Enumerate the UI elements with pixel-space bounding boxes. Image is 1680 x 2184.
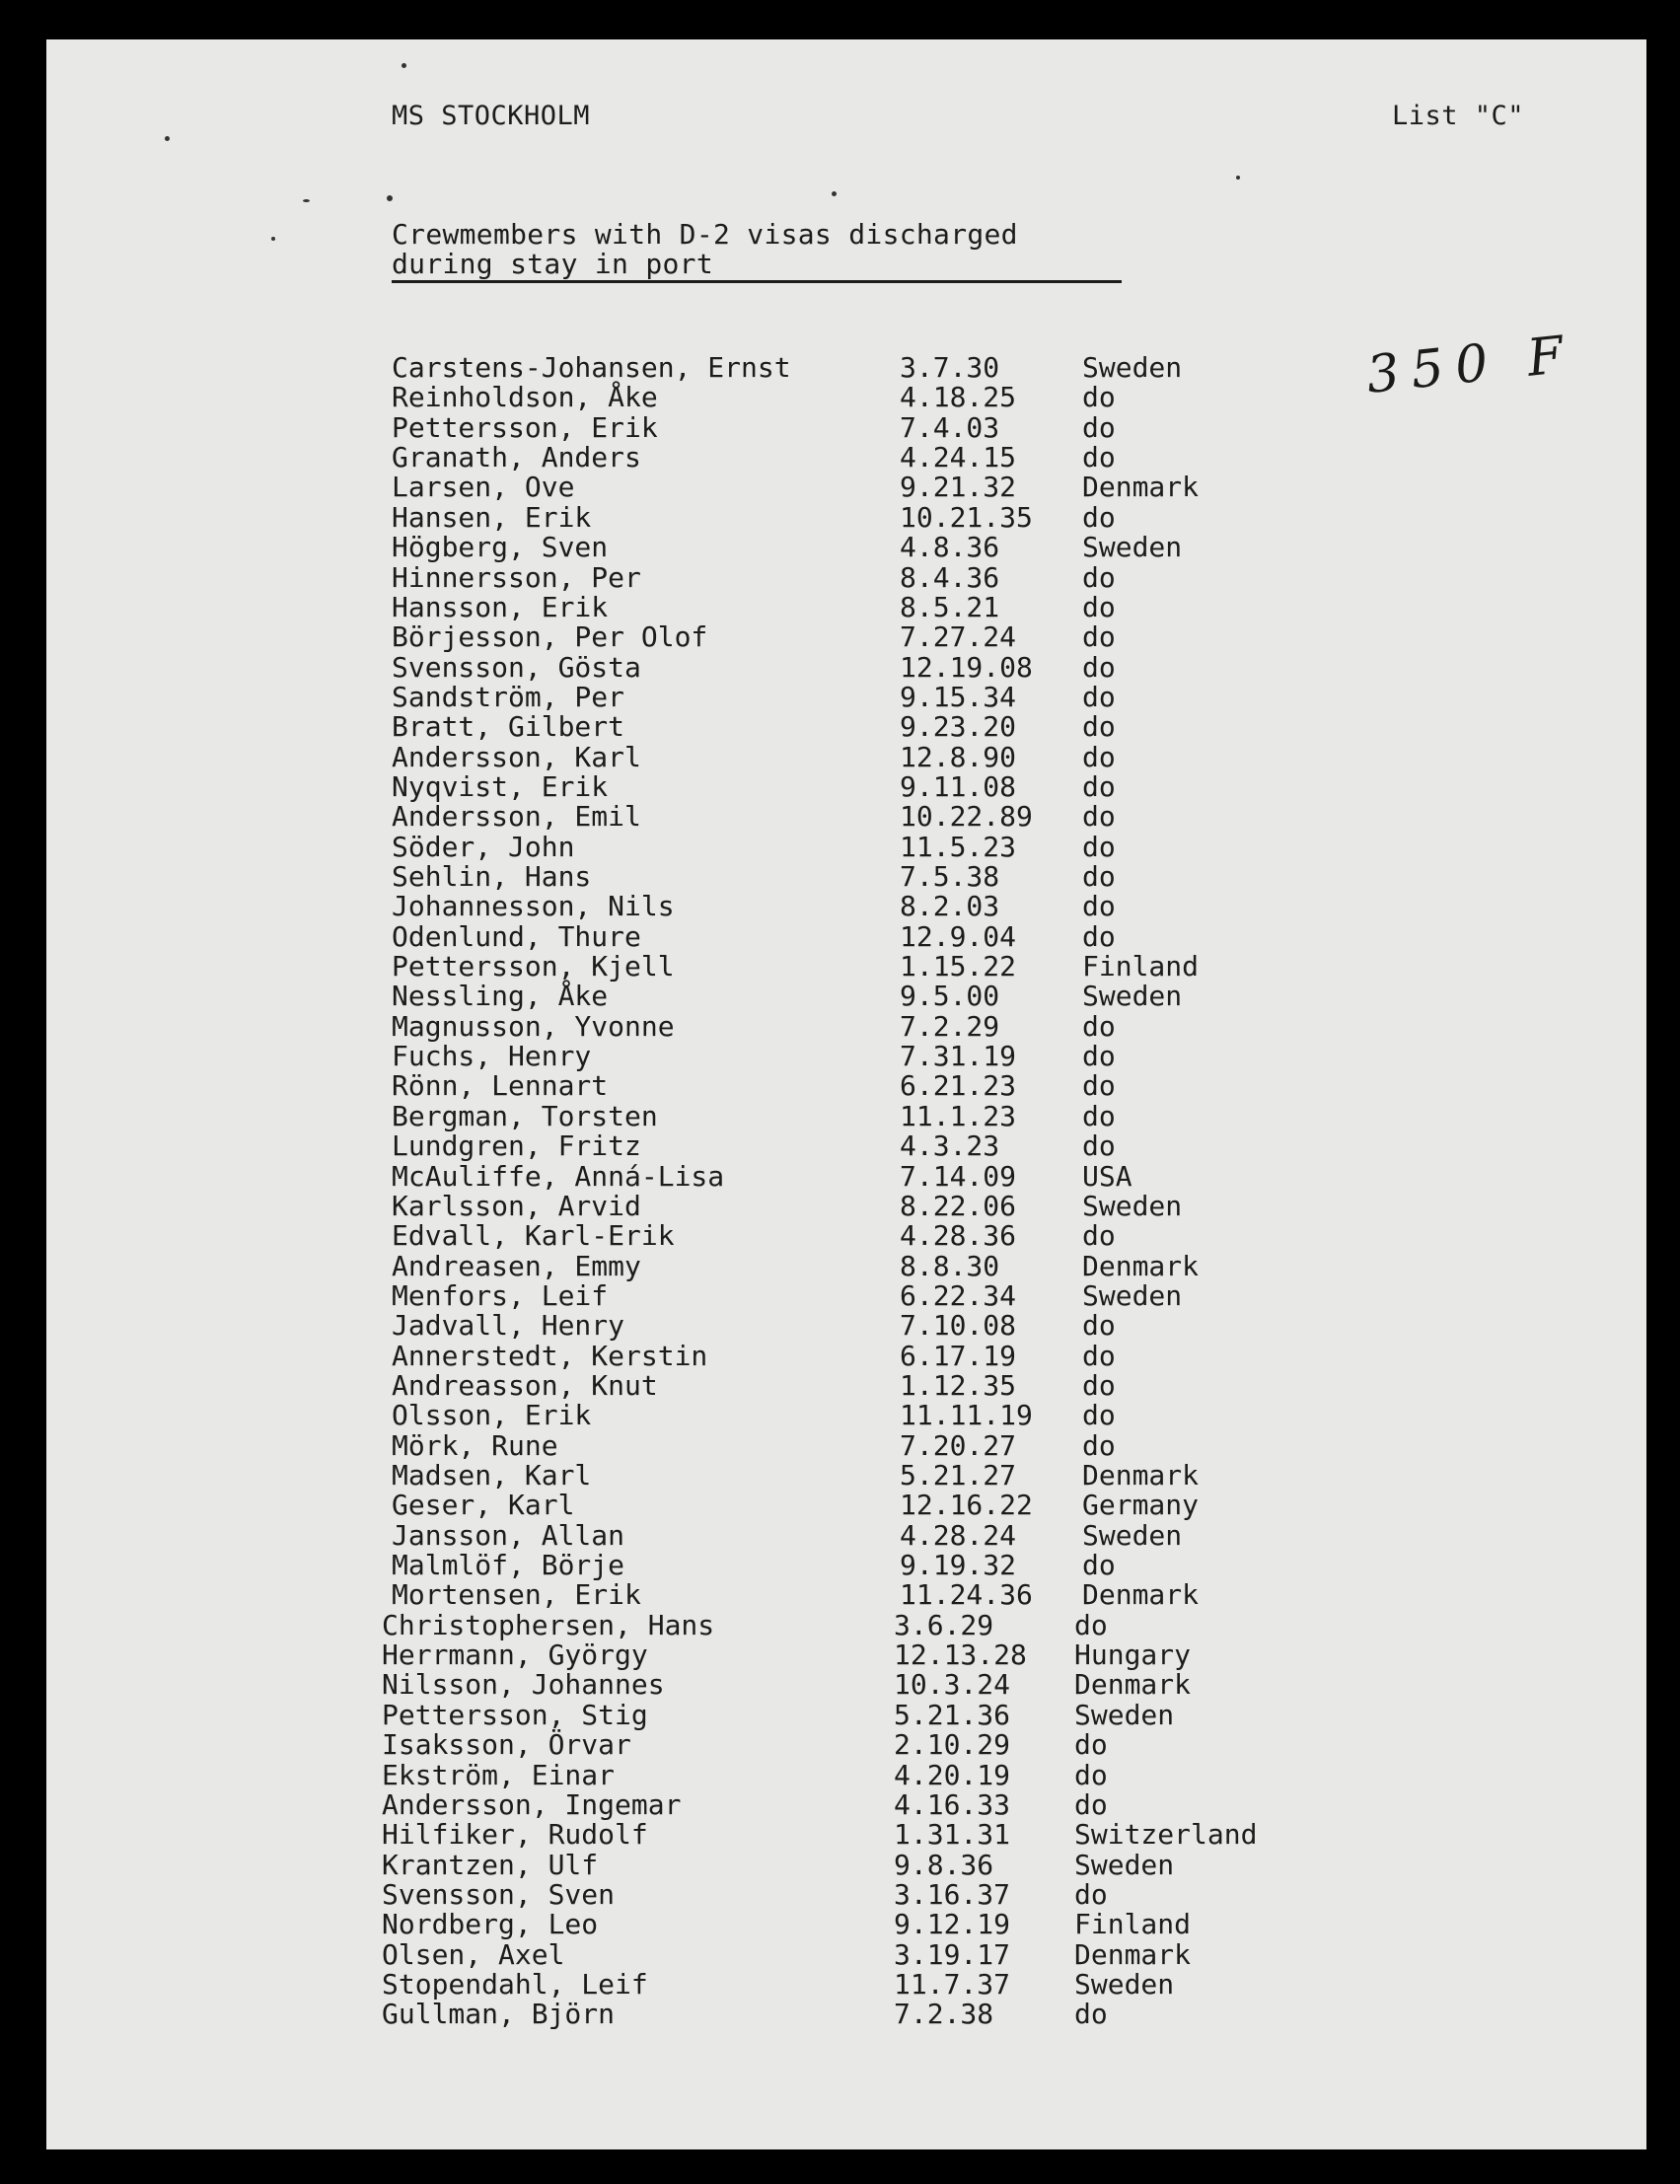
crew-country: do xyxy=(1082,1040,1116,1073)
crew-date: 8.5.21 xyxy=(900,590,1000,623)
crew-row xyxy=(46,952,1646,982)
crew-date: 9.5.00 xyxy=(900,980,1000,1013)
list-label: List "C" xyxy=(1391,101,1524,131)
crew-country: do xyxy=(1082,740,1116,773)
crew-date: 11.7.37 xyxy=(894,1967,1011,2001)
crew-country: Hungary xyxy=(1074,1638,1192,1671)
crew-date: 8.8.30 xyxy=(900,1249,1000,1282)
crew-country: Finland xyxy=(1082,950,1200,983)
crew-date: 7.31.19 xyxy=(900,1040,1017,1073)
crew-row xyxy=(46,1491,1646,1520)
crew-name: Bratt, Gilbert xyxy=(392,710,625,744)
crew-row xyxy=(46,473,1646,502)
crew-row xyxy=(46,1401,1646,1430)
crew-country: do xyxy=(1074,1877,1108,1911)
crew-name: Sandström, Per xyxy=(392,680,625,713)
crew-row xyxy=(46,1428,1646,1462)
crew-name: Bergman, Torsten xyxy=(392,1099,658,1132)
crew-row xyxy=(46,590,1646,623)
crew-name: Menfors, Leif xyxy=(392,1278,609,1312)
crew-row xyxy=(46,1131,1646,1161)
crew-date: 7.14.09 xyxy=(900,1159,1017,1193)
crew-row xyxy=(46,1698,1646,1731)
crew-date: 6.21.23 xyxy=(900,1069,1017,1103)
crew-row xyxy=(46,769,1646,803)
crew-row xyxy=(46,1730,1646,1760)
crew-name: Hansen, Erik xyxy=(392,500,592,534)
crew-date: 6.17.19 xyxy=(900,1339,1017,1372)
crew-date: 4.3.23 xyxy=(900,1129,1000,1163)
crew-country: do xyxy=(1082,680,1116,713)
crew-name: Olsen, Axel xyxy=(382,1937,565,1971)
crew-name: Andersson, Emil xyxy=(392,800,641,834)
crew-country: Sweden xyxy=(1074,1967,1175,2001)
crew-country: do xyxy=(1082,1309,1116,1343)
crew-name: Magnusson, Yvonne xyxy=(392,1009,675,1043)
crew-row xyxy=(46,443,1646,473)
crew-date: 10.22.89 xyxy=(900,800,1033,834)
crew-name: Jansson, Allan xyxy=(392,1518,625,1552)
crew-country: do xyxy=(1082,1069,1116,1103)
crew-name: Reinholdson, Åke xyxy=(392,381,658,414)
crew-name: Söder, John xyxy=(392,830,575,863)
crew-country: USA xyxy=(1082,1159,1132,1193)
crew-name: Ekström, Einar xyxy=(382,1758,616,1791)
crew-country: do xyxy=(1082,500,1116,534)
crew-country: Denmark xyxy=(1074,1668,1192,1702)
crew-name: Nyqvist, Erik xyxy=(392,769,609,803)
crew-row xyxy=(46,712,1646,742)
crew-country: do xyxy=(1074,1728,1108,1762)
crew-name: Sehlin, Hans xyxy=(392,860,592,893)
crew-name: Larsen, Ove xyxy=(392,471,575,504)
crew-date: 8.2.03 xyxy=(900,890,1000,923)
crew-row xyxy=(46,740,1646,773)
crew-row xyxy=(46,1278,1646,1312)
crew-row xyxy=(46,1787,1646,1821)
crew-name: Hansson, Erik xyxy=(392,590,609,623)
crew-name: Malmlöf, Börje xyxy=(392,1549,625,1581)
crew-name: Isaksson, Örvar xyxy=(382,1728,631,1762)
crew-row xyxy=(46,1042,1646,1071)
crew-country: do xyxy=(1074,1608,1108,1641)
crew-date: 4.24.15 xyxy=(900,441,1017,474)
crew-date: 3.6.29 xyxy=(894,1608,994,1641)
crew-date: 12.8.90 xyxy=(900,740,1017,773)
crew-list xyxy=(46,39,1646,2149)
crew-row xyxy=(46,1071,1646,1101)
crew-name: Andersson, Ingemar xyxy=(382,1787,682,1821)
crew-name: Krantzen, Ulf xyxy=(382,1848,599,1881)
crew-row xyxy=(46,1159,1646,1193)
crew-country: do xyxy=(1074,1758,1108,1791)
crew-date: 7.20.27 xyxy=(900,1428,1017,1462)
crew-country: do xyxy=(1074,1998,1108,2031)
crew-country: do xyxy=(1082,860,1116,893)
crew-country: Sweden xyxy=(1082,1278,1183,1312)
crew-date: 3.19.17 xyxy=(894,1937,1011,1971)
crew-row xyxy=(46,1758,1646,1791)
crew-country: do xyxy=(1082,650,1116,684)
crew-name: Mortensen, Erik xyxy=(392,1578,641,1612)
crew-name: Hilfiker, Rudolf xyxy=(382,1818,648,1852)
crew-row xyxy=(46,830,1646,863)
crew-name: Madsen, Karl xyxy=(392,1459,592,1492)
crew-name: Christophersen, Hans xyxy=(382,1608,715,1641)
crew-country: do xyxy=(1082,560,1116,594)
crew-row xyxy=(46,680,1646,713)
crew-country: Denmark xyxy=(1082,471,1200,504)
crew-row xyxy=(46,1461,1646,1491)
crew-name: Johannesson, Nils xyxy=(392,890,675,923)
crew-name: Karlsson, Arvid xyxy=(392,1189,641,1222)
crew-name: Olsson, Erik xyxy=(392,1399,592,1432)
crew-name: Stopendahl, Leif xyxy=(382,1967,648,2001)
crew-row xyxy=(46,1848,1646,1881)
crew-country: do xyxy=(1074,1787,1108,1821)
crew-row xyxy=(46,533,1646,562)
crew-date: 9.19.32 xyxy=(900,1549,1017,1581)
crew-name: Jadvall, Henry xyxy=(392,1309,625,1343)
crew-name: Gullman, Björn xyxy=(382,1998,616,2031)
crew-name: Pettersson, Erik xyxy=(392,410,658,444)
crew-date: 1.15.22 xyxy=(900,950,1017,983)
crew-name: Annerstedt, Kerstin xyxy=(392,1339,708,1372)
crew-row xyxy=(46,1670,1646,1700)
crew-country: do xyxy=(1082,710,1116,744)
crew-name: Andreasen, Emmy xyxy=(392,1249,641,1282)
crew-country: do xyxy=(1082,1549,1116,1581)
crew-row xyxy=(46,410,1646,444)
crew-country: do xyxy=(1082,830,1116,863)
crew-date: 10.3.24 xyxy=(894,1668,1011,1702)
crew-name: Pettersson, Kjell xyxy=(392,950,675,983)
crew-date: 9.23.20 xyxy=(900,710,1017,744)
crew-name: Granath, Anders xyxy=(392,441,641,474)
crew-date: 4.20.19 xyxy=(894,1758,1011,1791)
crew-name: Nordberg, Leo xyxy=(382,1908,599,1941)
crew-country: do xyxy=(1082,890,1116,923)
crew-country: do xyxy=(1082,1009,1116,1043)
crew-country: do xyxy=(1082,800,1116,834)
crew-country: Sweden xyxy=(1082,1189,1183,1222)
crew-country: Finland xyxy=(1074,1908,1192,1941)
crew-row xyxy=(46,1311,1646,1341)
crew-date: 11.11.19 xyxy=(900,1399,1033,1432)
crew-name: Edvall, Karl-Erik xyxy=(392,1219,675,1253)
crew-date: 2.10.29 xyxy=(894,1728,1011,1762)
crew-date: 9.12.19 xyxy=(894,1908,1011,1941)
crew-row xyxy=(46,1518,1646,1552)
crew-name: Andersson, Karl xyxy=(392,740,641,773)
crew-country: do xyxy=(1082,1428,1116,1462)
crew-name: Lundgren, Fritz xyxy=(392,1129,641,1163)
crew-date: 9.8.36 xyxy=(894,1848,994,1881)
crew-country: Sweden xyxy=(1074,1848,1175,1881)
crew-date: 6.22.34 xyxy=(900,1278,1017,1312)
crew-row xyxy=(46,1608,1646,1641)
crew-date: 4.28.36 xyxy=(900,1219,1017,1253)
crew-name: Mörk, Rune xyxy=(392,1428,558,1462)
crew-row xyxy=(46,353,1646,383)
crew-row xyxy=(46,1189,1646,1222)
crew-date: 8.4.36 xyxy=(900,560,1000,594)
crew-date: 4.8.36 xyxy=(900,531,1000,564)
crew-name: Svensson, Gösta xyxy=(392,650,641,684)
crew-name: Rönn, Lennart xyxy=(392,1069,609,1103)
crew-row xyxy=(46,1580,1646,1610)
crew-date: 11.24.36 xyxy=(900,1578,1033,1612)
crew-date: 9.21.32 xyxy=(900,471,1017,504)
crew-date: 5.21.27 xyxy=(900,1459,1017,1492)
crew-date: 4.16.33 xyxy=(894,1787,1011,1821)
crew-country: do xyxy=(1082,1219,1116,1253)
crew-name: Nilsson, Johannes xyxy=(382,1668,665,1702)
crew-country: Germany xyxy=(1082,1489,1200,1522)
crew-date: 7.10.08 xyxy=(900,1309,1017,1343)
crew-name: Nessling, Åke xyxy=(392,980,609,1013)
crew-date: 5.21.36 xyxy=(894,1698,1011,1731)
crew-name: McAuliffe, Anná-Lisa xyxy=(392,1159,725,1193)
crew-name: Andreasson, Knut xyxy=(392,1368,658,1402)
crew-country: do xyxy=(1082,1368,1116,1402)
crew-date: 1.31.31 xyxy=(894,1818,1011,1852)
crew-row xyxy=(46,892,1646,921)
crew-country: do xyxy=(1082,381,1116,414)
crew-name: Carstens-Johansen, Ernst xyxy=(392,351,791,384)
heading-line-1: Crewmembers with D-2 visas discharged xyxy=(392,218,1018,251)
crew-country: Denmark xyxy=(1082,1459,1200,1492)
crew-row xyxy=(46,1099,1646,1132)
crew-date: 7.2.38 xyxy=(894,1998,994,2031)
crew-date: 3.7.30 xyxy=(900,351,1000,384)
crew-row xyxy=(46,802,1646,832)
crew-row xyxy=(46,1221,1646,1251)
crew-country: Denmark xyxy=(1082,1578,1200,1612)
crew-row xyxy=(46,2000,1646,2029)
crew-row xyxy=(46,982,1646,1011)
crew-name: Herrmann, György xyxy=(382,1638,648,1671)
crew-date: 7.2.29 xyxy=(900,1009,1000,1043)
crew-name: Hinnersson, Per xyxy=(392,560,641,594)
crew-country: do xyxy=(1082,1399,1116,1432)
crew-country: do xyxy=(1082,620,1116,654)
crew-row xyxy=(46,1368,1646,1402)
crew-country: Sweden xyxy=(1082,1518,1183,1552)
crew-name: Pettersson, Stig xyxy=(382,1698,648,1731)
crew-date: 7.5.38 xyxy=(900,860,1000,893)
crew-name: Geser, Karl xyxy=(392,1489,575,1522)
crew-row xyxy=(46,650,1646,684)
crew-date: 8.22.06 xyxy=(900,1189,1017,1222)
crew-country: Sweden xyxy=(1082,980,1183,1013)
ship-name: MS STOCKHOLM xyxy=(392,101,591,131)
crew-country: do xyxy=(1082,1339,1116,1372)
crew-country: do xyxy=(1082,769,1116,803)
crew-country: Sweden xyxy=(1074,1698,1175,1731)
crew-country: do xyxy=(1082,410,1116,444)
crew-country: do xyxy=(1082,1099,1116,1132)
crew-name: Svensson, Sven xyxy=(382,1877,616,1911)
crew-country: do xyxy=(1082,1129,1116,1163)
crew-country: Sweden xyxy=(1082,531,1183,564)
crew-row xyxy=(46,560,1646,594)
crew-row xyxy=(46,862,1646,892)
crew-name: Börjesson, Per Olof xyxy=(392,620,708,654)
crew-date: 9.11.08 xyxy=(900,769,1017,803)
crew-date: 4.28.24 xyxy=(900,1518,1017,1552)
crew-date: 4.18.25 xyxy=(900,381,1017,414)
document-page xyxy=(46,39,1646,2149)
crew-date: 12.9.04 xyxy=(900,919,1017,953)
crew-row xyxy=(46,622,1646,652)
crew-name: Odenlund, Thure xyxy=(392,919,641,953)
heading-line-2: during stay in port xyxy=(392,248,713,280)
crew-row xyxy=(46,1877,1646,1911)
crew-date: 12.16.22 xyxy=(900,1489,1033,1522)
crew-row xyxy=(46,919,1646,953)
crew-row xyxy=(46,1551,1646,1580)
crew-row xyxy=(46,1249,1646,1282)
crew-name: Högberg, Sven xyxy=(392,531,609,564)
crew-row xyxy=(46,1640,1646,1670)
crew-date: 9.15.34 xyxy=(900,680,1017,713)
crew-date: 10.21.35 xyxy=(900,500,1033,534)
crew-country: Denmark xyxy=(1082,1249,1200,1282)
handwritten-note: 350 F xyxy=(1363,325,1578,405)
crew-row xyxy=(46,1967,1646,2001)
crew-country: do xyxy=(1082,441,1116,474)
crew-country: Switzerland xyxy=(1074,1818,1258,1852)
crew-date: 12.19.08 xyxy=(900,650,1033,684)
crew-date: 11.5.23 xyxy=(900,830,1017,863)
crew-country: do xyxy=(1082,590,1116,623)
crew-country: do xyxy=(1082,919,1116,953)
crew-row xyxy=(46,1937,1646,1971)
crew-name: Fuchs, Henry xyxy=(392,1040,592,1073)
crew-row xyxy=(46,500,1646,534)
crew-date: 3.16.37 xyxy=(894,1877,1011,1911)
crew-country: Denmark xyxy=(1074,1937,1192,1971)
crew-row xyxy=(46,1009,1646,1043)
crew-date: 7.4.03 xyxy=(900,410,1000,444)
crew-row xyxy=(46,1910,1646,1939)
crew-country: Sweden xyxy=(1082,351,1183,384)
crew-row xyxy=(46,1339,1646,1372)
crew-date: 11.1.23 xyxy=(900,1099,1017,1132)
crew-row xyxy=(46,1820,1646,1850)
crew-date: 7.27.24 xyxy=(900,620,1017,654)
crew-date: 1.12.35 xyxy=(900,1368,1017,1402)
crew-row xyxy=(46,383,1646,412)
crew-date: 12.13.28 xyxy=(894,1638,1027,1671)
